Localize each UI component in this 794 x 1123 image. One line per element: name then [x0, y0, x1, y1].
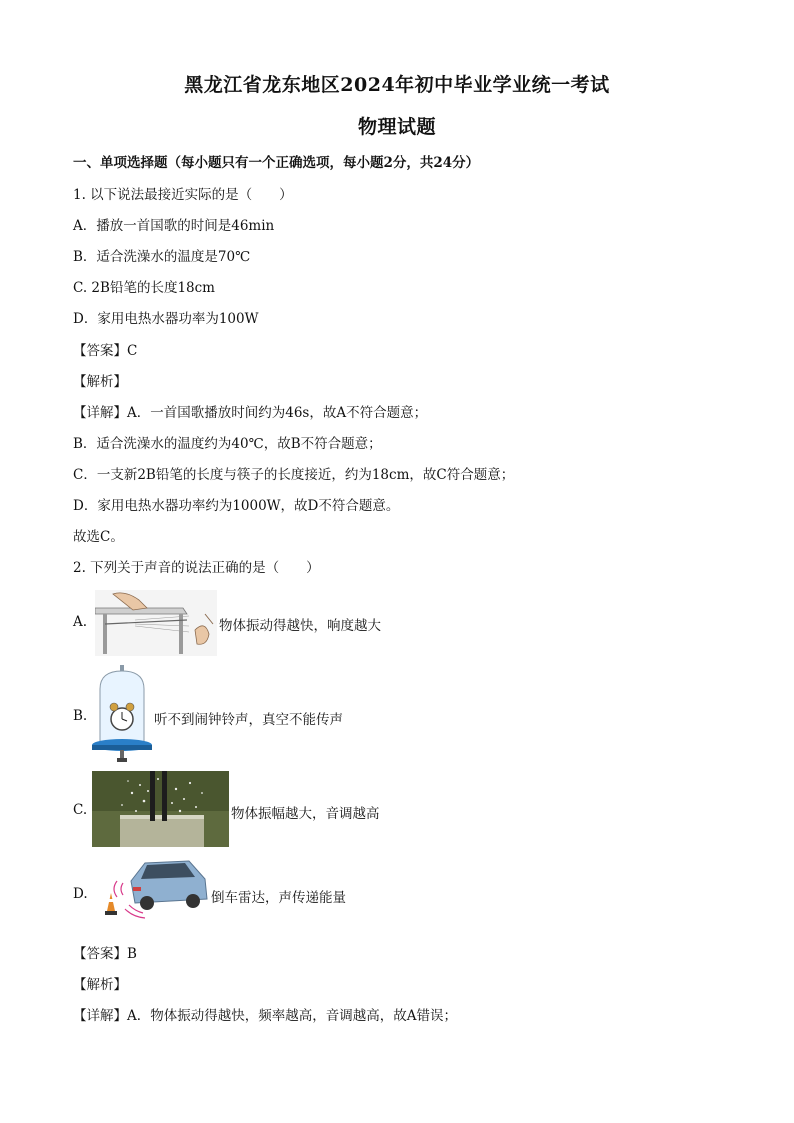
q2-answer: 【答案】B [73, 946, 137, 962]
q2-option-a-label: A. [73, 614, 88, 630]
q1-detail-c: C．一支新2B铅笔的长度与筷子的长度接近，约为18cm，故C符合题意； [73, 467, 515, 483]
q1-option-c: C. 2B铅笔的长度18cm [73, 280, 215, 296]
q2-option-b-text: 听不到闹钟铃声，真空不能传声 [154, 712, 343, 728]
q2-option-d-text: 倒车雷达，声传递能量 [211, 890, 346, 906]
q1-detail-d: D．家用电热水器功率约为1000W，故D不符合题意。 [73, 498, 400, 514]
q1-analysis-label: 【解析】 [73, 374, 127, 390]
q2-stem: 2. 下列关于声音的说法正确的是（ ） [73, 560, 320, 576]
ruler-vibration-illustration [95, 590, 217, 656]
exam-subtitle: 物理试题 [357, 116, 436, 138]
bell-jar-clock-illustration [90, 665, 154, 765]
exam-title: 黑龙江省龙东地区2024年初中毕业学业统一考试 [184, 74, 610, 96]
q1-detail-b: B．适合洗澡水的温度约为40℃，故B不符合题意； [73, 436, 382, 452]
q1-conclusion: 故选C。 [73, 529, 124, 545]
q2-detail-a: 【详解】A．物体振动得越快，频率越高，音调越高，故A错误； [73, 1008, 457, 1024]
q1-option-d: D．家用电热水器功率为100W [73, 311, 259, 327]
q1-option-b: B．适合洗澡水的温度是70℃ [73, 249, 251, 265]
q2-option-b-label: B. [73, 708, 88, 724]
q2-option-a-text: 物体振动得越快，响度越大 [219, 618, 381, 634]
q1-option-a: A．播放一首国歌的时间是46min [73, 218, 275, 234]
q1-detail-a: 【详解】A．一首国歌播放时间约为46s，故A不符合题意； [73, 405, 428, 421]
section-heading: 一、单项选择题（每小题只有一个正确选项，每小题2分，共24分） [73, 155, 480, 171]
q1-answer: 【答案】C [73, 343, 138, 359]
q2-option-c-label: C. [73, 802, 88, 818]
reversing-radar-car-illustration [97, 853, 209, 919]
q1-stem: 1. 以下说法最接近实际的是（ ） [73, 187, 293, 203]
q2-option-d-label: D. [73, 886, 88, 902]
tuning-fork-water-photo [92, 771, 229, 847]
q2-option-c-text: 物体振幅越大，音调越高 [231, 806, 380, 822]
q2-analysis-label: 【解析】 [73, 977, 127, 993]
